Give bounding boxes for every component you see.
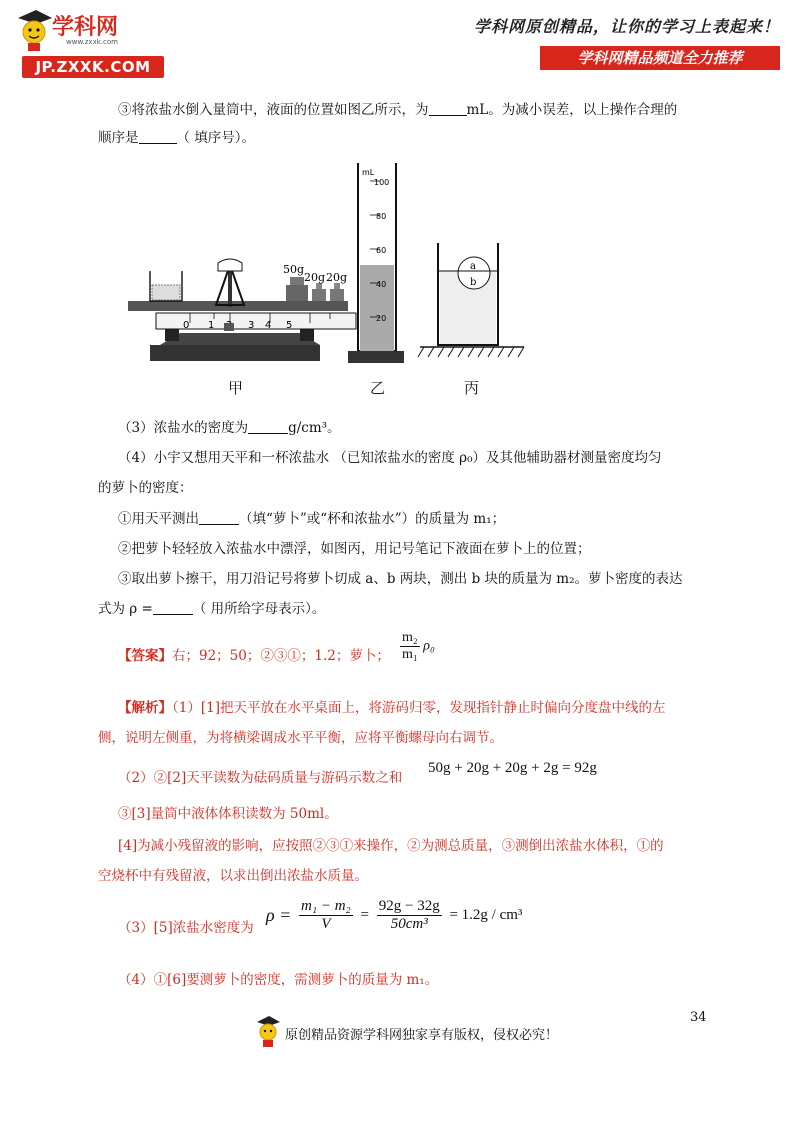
ruler-label-1: 1 bbox=[208, 320, 215, 331]
logo-site: www.zxxk.com bbox=[66, 38, 118, 46]
figure-label-yi: 乙 bbox=[370, 379, 386, 397]
analysis-equation-5: ρ = $\frac{\text{m₁ − m₂}}{V}$ = $\frac{92g - 32g}{\text{50cm³}}$ = 1.2g / cm³ bbox=[266, 898, 523, 932]
question-4-line1: （4）小宇又想用天平和一杯浓盐水 （已知浓盐水的密度 ρ₀）及其他辅助器材测量密度均匀 bbox=[118, 450, 662, 466]
logo-name: 学科网 bbox=[52, 15, 119, 40]
question-3: （3）浓盐水的密度为 g/cm³。 bbox=[118, 420, 341, 436]
question-4-step2: ②把萝卜轻轻放入浓盐水中漂浮，如图丙，用记号笔记下液面在萝卜上的位置； bbox=[118, 541, 591, 557]
logo-mascot bbox=[14, 8, 134, 52]
logo-url-bar bbox=[22, 56, 164, 78]
question-step3-line2: 顺序是 （ 填序号）。 bbox=[98, 130, 256, 146]
answer-text: 右；92；50；②③①；1.2；萝卜； bbox=[172, 648, 390, 664]
cylinder-figure bbox=[348, 163, 404, 363]
cylinder-liquid bbox=[360, 265, 394, 351]
analysis-line6: 空烧杯中有残留液，以求出倒出浓盐水质量。 bbox=[98, 868, 368, 884]
weight-label-20g-2: 20g bbox=[326, 271, 348, 284]
analysis-line8: （4）①[6]要测萝卜的密度，需测萝卜的质量为 m₁。 bbox=[118, 972, 439, 988]
answer-fraction bbox=[400, 630, 420, 663]
question-4-line2: 的萝卜的密度： bbox=[98, 480, 193, 496]
analysis-equation-2: 50g + 20g + 20g + 2g = 92g bbox=[428, 760, 597, 776]
analysis-line2: 侧，说明左侧重，为将横梁调成水平平衡，应将平衡螺母向右调节。 bbox=[98, 730, 503, 746]
weight-label-20g-1: 20g bbox=[304, 271, 326, 284]
footer-copyright: 原创精品资源学科网独家享有版权，侵权必究！ bbox=[285, 1028, 559, 1043]
answer-line bbox=[118, 646, 390, 666]
ruler-label-5: 5 bbox=[286, 320, 293, 331]
eq-rho: ρ = bbox=[266, 905, 292, 925]
eq-frac-1 bbox=[299, 898, 353, 933]
mascot-icon bbox=[14, 8, 54, 52]
question-4-step3-line1: ③取出萝卜擦干，用刀沿记号将萝卜切成 a、b 两块，测出 b 块的质量为 m₂。萝卜密度的表达 bbox=[118, 571, 683, 587]
float-label-b: b bbox=[470, 277, 477, 288]
logo-url: JP.ZXXK.COM bbox=[35, 58, 151, 76]
answer-label: 【答案】 bbox=[118, 648, 172, 664]
weight-label-50g: 50g bbox=[283, 263, 305, 276]
float-figure bbox=[418, 243, 524, 357]
ruler-label-0: 0 bbox=[183, 320, 190, 331]
ruler-label-4: 4 bbox=[265, 320, 272, 331]
answer-rho0: ρ₀ bbox=[423, 638, 435, 654]
balance-figure bbox=[128, 259, 356, 361]
cylinder-tick-60: 60 bbox=[376, 246, 387, 255]
cylinder-tick-80: 80 bbox=[376, 212, 387, 221]
figure-label-bing: 丙 bbox=[464, 379, 480, 397]
cylinder-base bbox=[348, 351, 404, 363]
question-4-step1: ①用天平测出 （填“萝卜”或“杯和浓盐水”）的质量为 m₁； bbox=[118, 511, 506, 527]
ruler-label-3: 3 bbox=[248, 320, 255, 331]
site-logo bbox=[14, 8, 164, 76]
cylinder-tick-20: 20 bbox=[376, 314, 387, 323]
analysis-label: 【解析】 bbox=[118, 700, 172, 716]
weight-20g-1 bbox=[312, 289, 326, 301]
rider bbox=[224, 323, 234, 331]
eq-frac2-den: 50cm³ bbox=[390, 916, 428, 932]
eq-frac1-den: V bbox=[321, 916, 331, 932]
weight-20g-2 bbox=[330, 289, 344, 301]
eq-frac1-num: m₁ − m₂ bbox=[301, 898, 351, 914]
balance-base bbox=[150, 345, 320, 361]
header-slogan: 学科网原创精品，让你的学习上表起来！ bbox=[473, 17, 780, 36]
eq-frac2-num: 92g − 32g bbox=[378, 898, 440, 914]
eq-frac-2 bbox=[377, 898, 442, 933]
cylinder-tick-100: 100 bbox=[374, 178, 390, 187]
footer bbox=[255, 1014, 559, 1054]
footer-mascot-icon bbox=[255, 1014, 281, 1048]
cylinder-unit: mL bbox=[362, 168, 375, 177]
channel-banner: 学科网精品频道全力推荐 bbox=[540, 46, 780, 70]
analysis-line1: 【解析】（1）[1]把天平放在水平桌面上，将游码归零，发现指针静止时偏向分度盘中线的左 bbox=[118, 700, 666, 716]
analysis-line3: （2）②[2]天平读数为砝码质量与游码示数之和 bbox=[118, 770, 403, 786]
analysis-line4: ③[3]量筒中液体体积读数为 50ml。 bbox=[118, 806, 338, 822]
analysis-line7: （3）[5]浓盐水密度为 bbox=[118, 920, 254, 936]
weight-50g bbox=[286, 285, 308, 301]
answer-frac-num: m₂ bbox=[402, 630, 418, 645]
float-label-a: a bbox=[470, 261, 476, 272]
answer-formula bbox=[400, 630, 435, 663]
question-4-step3-line2: 式为 ρ = （ 用所给字母表示）。 bbox=[98, 601, 326, 617]
cylinder-tick-40: 40 bbox=[376, 280, 387, 289]
figure-apparatus bbox=[120, 155, 540, 405]
analysis-line5: [4]为减小残留液的影响，应按照②③①来操作，②为测总质量，③测倒出浓盐水体积，①的 bbox=[118, 838, 664, 854]
answer-frac-den: m₁ bbox=[402, 647, 418, 662]
question-step3-line1: ③将浓盐水倒入量筒中，液面的位置如图乙所示，为 mL。为减小误差，以上操作合理的 bbox=[118, 102, 678, 118]
eq-result: = 1.2g / cm³ bbox=[449, 907, 523, 923]
page-number: 34 bbox=[690, 1010, 707, 1025]
figure-label-jia: 甲 bbox=[228, 379, 244, 397]
